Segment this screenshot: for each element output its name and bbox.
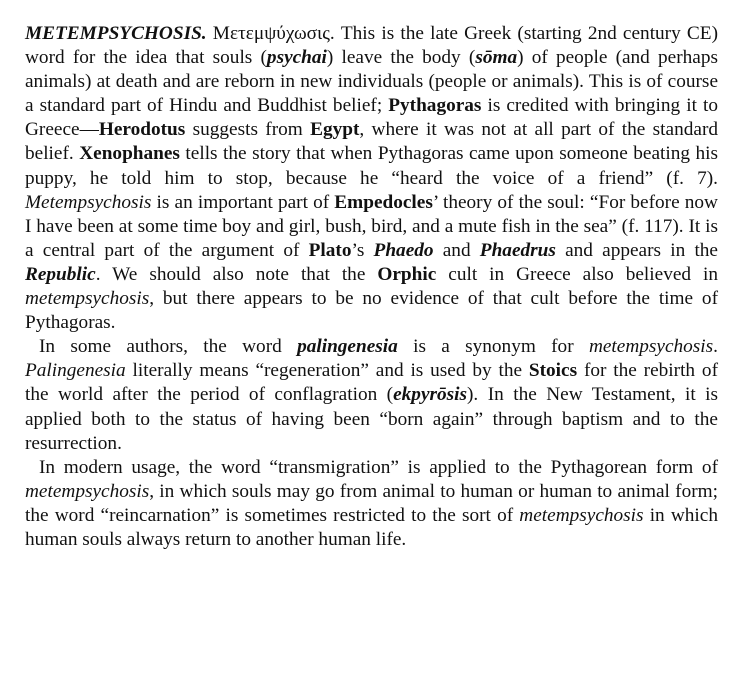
term-emphasis: Republic: [25, 263, 96, 285]
entry-paragraph-headword: [25, 22, 718, 335]
text-run: and appears in the: [555, 239, 718, 261]
text-run: In modern usage, the word “transmigration” is applied to the Pythagorean form of: [39, 456, 718, 478]
text-run: for the rebirth of the world after the period of conflagration (: [25, 360, 718, 406]
text-run: , but there appears to be no evidence of that cult before the time of Pythagoras.: [25, 288, 718, 334]
text-run: ). In the New Testament, it is applied both to the status of having been “born again” through baptism and to the resurrection.: [25, 384, 718, 454]
term-emphasis: sōma: [475, 47, 518, 69]
text-run: , where it was not at all part of the standard belief.: [25, 119, 719, 165]
italic-term: metempsychosis: [25, 288, 150, 310]
term-emphasis: Phaedo: [373, 239, 434, 261]
text-run: , in which souls may go from animal to human or human to animal form; the word “reincarnation” is sometimes restricted to the sort of: [25, 480, 718, 526]
italic-term: metempsychosis: [25, 480, 150, 502]
text-run: suggests from: [185, 119, 311, 141]
text-run: ’s: [351, 239, 374, 261]
text-run: Μετεμψύχωσις. This is the late Greek (starting 2nd century CE) word for the idea that souls (: [25, 23, 718, 69]
term-emphasis: palingenesia: [297, 336, 398, 358]
text-run: .: [713, 336, 718, 358]
term-emphasis: psychai: [266, 47, 327, 69]
text-run: literally means “regeneration” and is used by the: [125, 360, 529, 382]
text-run: ’ theory of the soul: “For before now I have been at some time boy and girl, bush, bird, and a mute fish in the sea” (f. 117). It is a central part of the argument of: [25, 191, 718, 261]
text-run: cult in Greece also believed in: [436, 263, 719, 285]
entry-paragraph: [25, 456, 718, 552]
text-run: is an important part of: [151, 191, 335, 213]
entry-paragraph: [25, 335, 718, 455]
text-run: ) leave the body (: [326, 47, 476, 69]
text-run: is a synonym for: [397, 336, 589, 358]
cross-reference: Egypt: [310, 119, 360, 141]
italic-term: metempsychosis: [588, 336, 714, 358]
text-run: is credited with bringing it to Greece—: [25, 95, 718, 141]
italic-term: Metempsychosis: [25, 191, 152, 213]
cross-reference: Orphic: [377, 263, 437, 285]
italic-term: metempsychosis: [519, 504, 644, 526]
text-run: ) of people (and perhaps animals) at death and are reborn in new individuals (people or animals). This is of course a standard part of Hindu and Buddhist belief;: [25, 47, 718, 117]
term-emphasis: ekpyrōsis: [393, 384, 468, 406]
headword: METEMPSYCHOSIS.: [25, 23, 207, 44]
italic-term: Palingenesia: [25, 360, 126, 382]
cross-reference: Xenophanes: [79, 143, 180, 165]
encyclopedia-entry: [25, 22, 718, 552]
cross-reference: Herodotus: [98, 119, 186, 141]
cross-reference: Stoics: [528, 360, 578, 382]
text-run: In some authors, the word: [39, 336, 298, 358]
text-run: tells the story that when Pythagoras came upon someone beating his puppy, he told him to stop, because he “heard the voice of a friend” (f. 7).: [25, 143, 718, 189]
text-run: . We should also note that the: [95, 263, 378, 285]
text-run: in which human souls always return to another human life.: [25, 504, 718, 550]
text-run: and: [433, 239, 480, 261]
cross-reference: Empedocles: [334, 191, 433, 213]
term-emphasis: Phaedrus: [479, 239, 556, 261]
cross-reference: Pythagoras: [388, 95, 482, 117]
cross-reference: Plato: [308, 239, 352, 261]
